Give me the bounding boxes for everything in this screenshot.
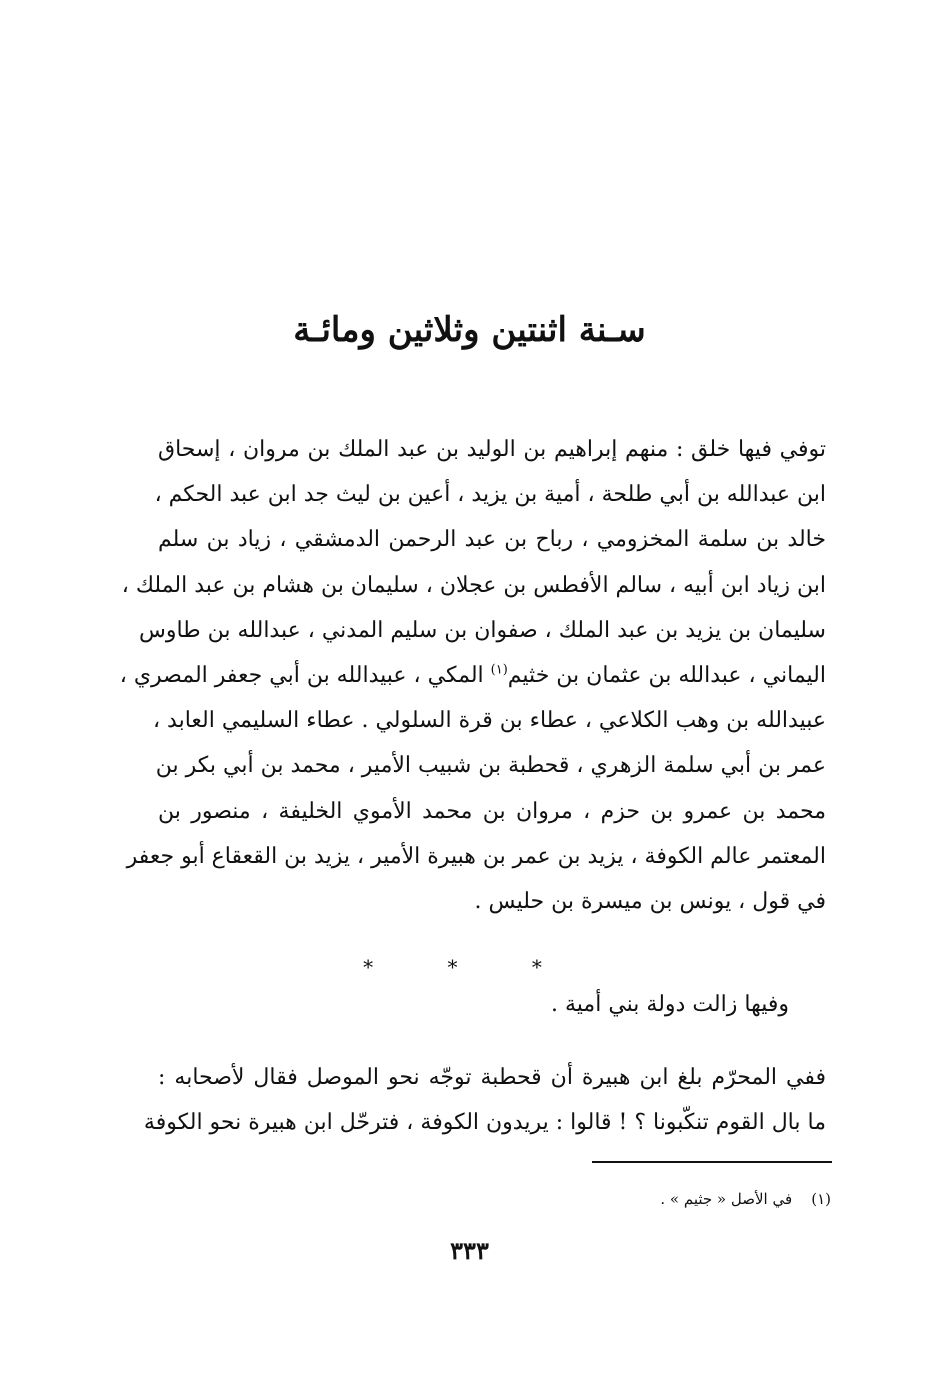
text-line: ففي المحرّم بلغ ابن هبيرة أن قحطبة توجّه نحو الموصل فقال لأصحابه :	[158, 1065, 826, 1090]
text-line-with-footnote	[119, 653, 826, 698]
text-line: في قول ، يونس بن ميسرة بن حليس .	[474, 889, 826, 915]
section-separator: * * *	[363, 955, 576, 979]
text-line: المعتمر عالم الكوفة ، يزيد بن عمر بن هبيرة الأمير ، يزيد بن القعقاع أبو جعفر	[126, 843, 826, 869]
narrative-paragraph	[143, 1055, 826, 1145]
text-line: ابن عبدالله بن أبي طلحة ، أمية بن يزيد ، أعين بن ليث جد ابن عبد الحكم ،	[154, 482, 826, 508]
footnote-text: في الأصل « جثيم » .	[660, 1190, 793, 1208]
deaths-paragraph	[119, 427, 826, 924]
text-line: توفي فيها خلق : منهم إبراهيم بن الوليد بن عبد الملك بن مروان ، إسحاق	[158, 437, 826, 462]
footnote	[660, 1190, 831, 1208]
chapter-title: سـنة اثنتين وثلاثين ومائـة	[293, 310, 646, 350]
footnote-marker: (١)	[811, 1190, 831, 1208]
text-line: عمر بن أبي سلمة الزهري ، قحطبة بن شبيب الأمير ، محمد بن أبي بكر بن	[155, 753, 826, 779]
footnote-reference: (١)	[490, 662, 508, 678]
page-number: ٣٣٣	[450, 1236, 489, 1265]
footnote-divider	[592, 1161, 832, 1163]
text-line: خالد بن سلمة المخزومي ، رباح بن عبد الرحمن الدمشقي ، زياد بن سلم	[158, 527, 826, 553]
text-line: محمد بن عمرو بن حزم ، مروان بن محمد الأموي الخليفة ، منصور بن	[158, 798, 826, 824]
text-segment: اليماني ، عبدالله بن عثمان بن خثيم	[507, 663, 826, 689]
text-segment: المكي ، عبيدالله بن أبي جعفر المصري ،	[119, 663, 484, 689]
dynasty-end-paragraph: وفيها زالت دولة بني أمية .	[551, 992, 789, 1017]
text-line: سليمان بن يزيد بن عبد الملك ، صفوان بن سليم المدني ، عبدالله بن طاوس	[138, 617, 826, 643]
text-line: عبيدالله بن وهب الكلاعي ، عطاء بن قرة السلولي . عطاء السليمي العابد ،	[152, 708, 826, 734]
text-line: ما بال القوم تنكّبونا ؟ ! قالوا : يريدون الكوفة ، فترحّل ابن هبيرة نحو الكوفة	[143, 1110, 826, 1135]
text-line: ابن زياد ابن أبيه ، سالم الأفطس بن عجلان ، سليمان بن هشام بن عبد الملك ،	[121, 572, 826, 598]
